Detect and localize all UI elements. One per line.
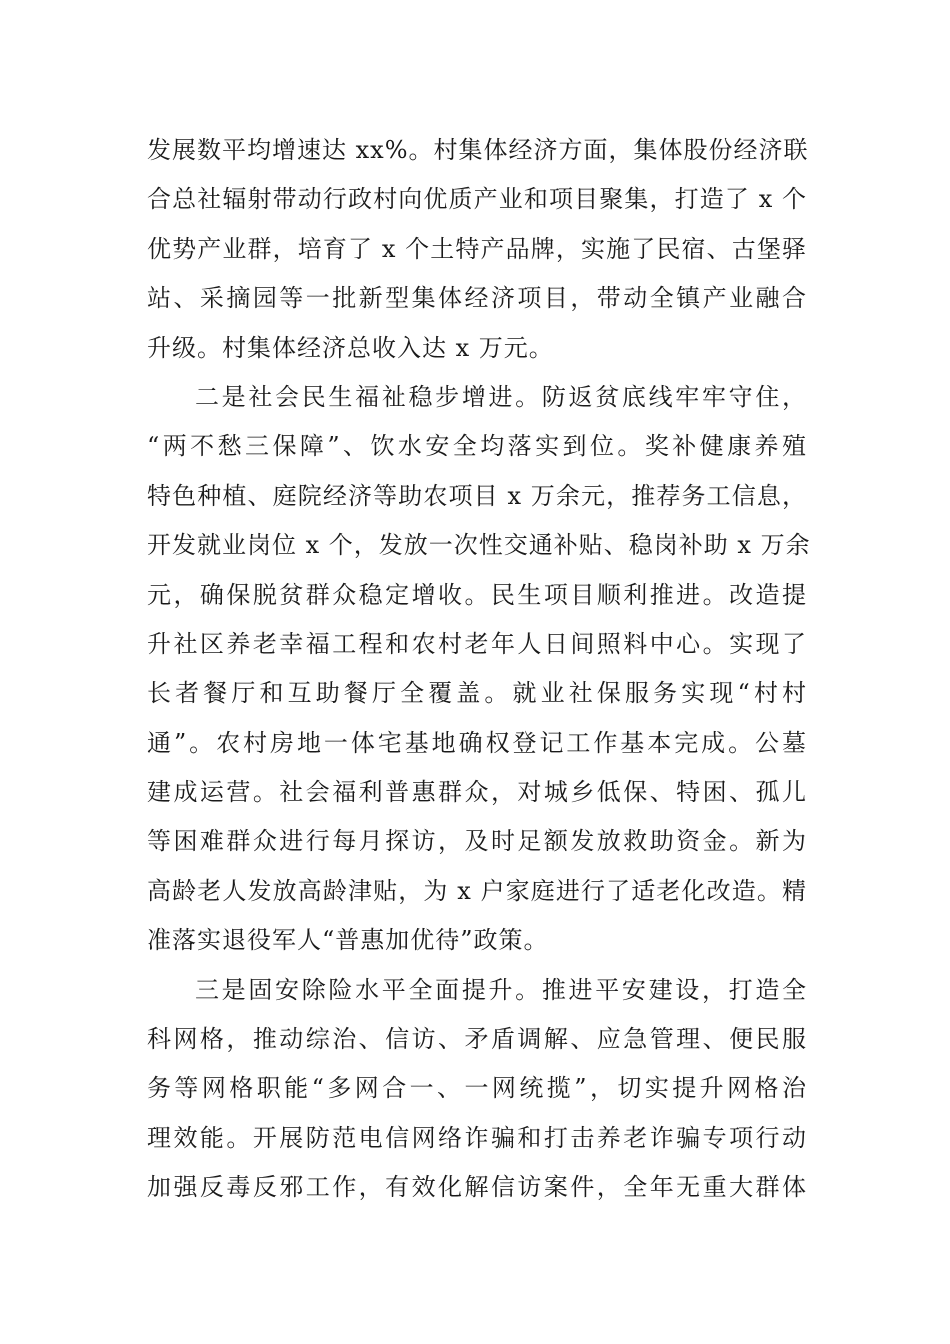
paragraph-heading-line: 二是社会民生福祉稳步增进。防返贫底线牢牢守住，	[195, 382, 807, 411]
paragraph-heading-line: 三是固安除险水平全面提升。推进平安建设，打造全	[195, 975, 807, 1004]
text-line: 合总社辐射带动行政村向优质产业和项目聚集，打造了 x 个	[147, 185, 807, 214]
text-line: 升社区养老幸福工程和农村老年人日间照料中心。实现了	[147, 629, 807, 658]
text-line: 建成运营。社会福利普惠群众，对城乡低保、特困、孤儿	[147, 778, 807, 807]
text-line: 务等网格职能“多网合一、一网统揽”，切实提升网格治	[147, 1074, 807, 1103]
text-line: 优势产业群，培育了 x 个土特产品牌，实施了民宿、古堡驿	[147, 234, 807, 263]
text-line: 发展数平均增速达 xx%。村集体经济方面，集体股份经济联	[147, 136, 809, 164]
text-line: “两不愁三保障”、饮水安全均落实到位。奖补健康养殖	[147, 432, 807, 461]
text-line: 长者餐厅和互助餐厅全覆盖。就业社保服务实现“村村	[147, 679, 807, 708]
text-line: 开发就业岗位 x 个，发放一次性交通补贴、稳岗补助 x 万余	[147, 531, 811, 560]
text-line: 站、采摘园等一批新型集体经济项目，带动全镇产业融合	[147, 284, 807, 313]
text-line: 准落实退役军人“普惠加优待”政策。	[147, 926, 549, 955]
text-line: 理效能。开展防范电信网络诈骗和打击养老诈骗专项行动	[147, 1123, 807, 1152]
text-line: 元，确保脱贫群众稳定增收。民生项目顺利推进。改造提	[147, 580, 807, 609]
text-line: 加强反毒反邪工作，有效化解信访案件，全年无重大群体	[147, 1173, 807, 1202]
text-line: 特色种植、庭院经济等助农项目 x 万余元，推荐务工信息，	[147, 481, 807, 510]
text-line: 科网格，推动综治、信访、矛盾调解、应急管理、便民服	[147, 1025, 807, 1054]
document-body	[147, 126, 811, 1213]
text-line: 升级。村集体经济总收入达 x 万元。	[147, 333, 554, 362]
text-line: 等困难群众进行每月探访，及时足额发放救助资金。新为	[147, 827, 807, 856]
text-line: 通”。农村房地一体宅基地确权登记工作基本完成。公墓	[147, 728, 807, 757]
text-line: 高龄老人发放高龄津贴，为 x 户家庭进行了适老化改造。精	[147, 876, 807, 905]
